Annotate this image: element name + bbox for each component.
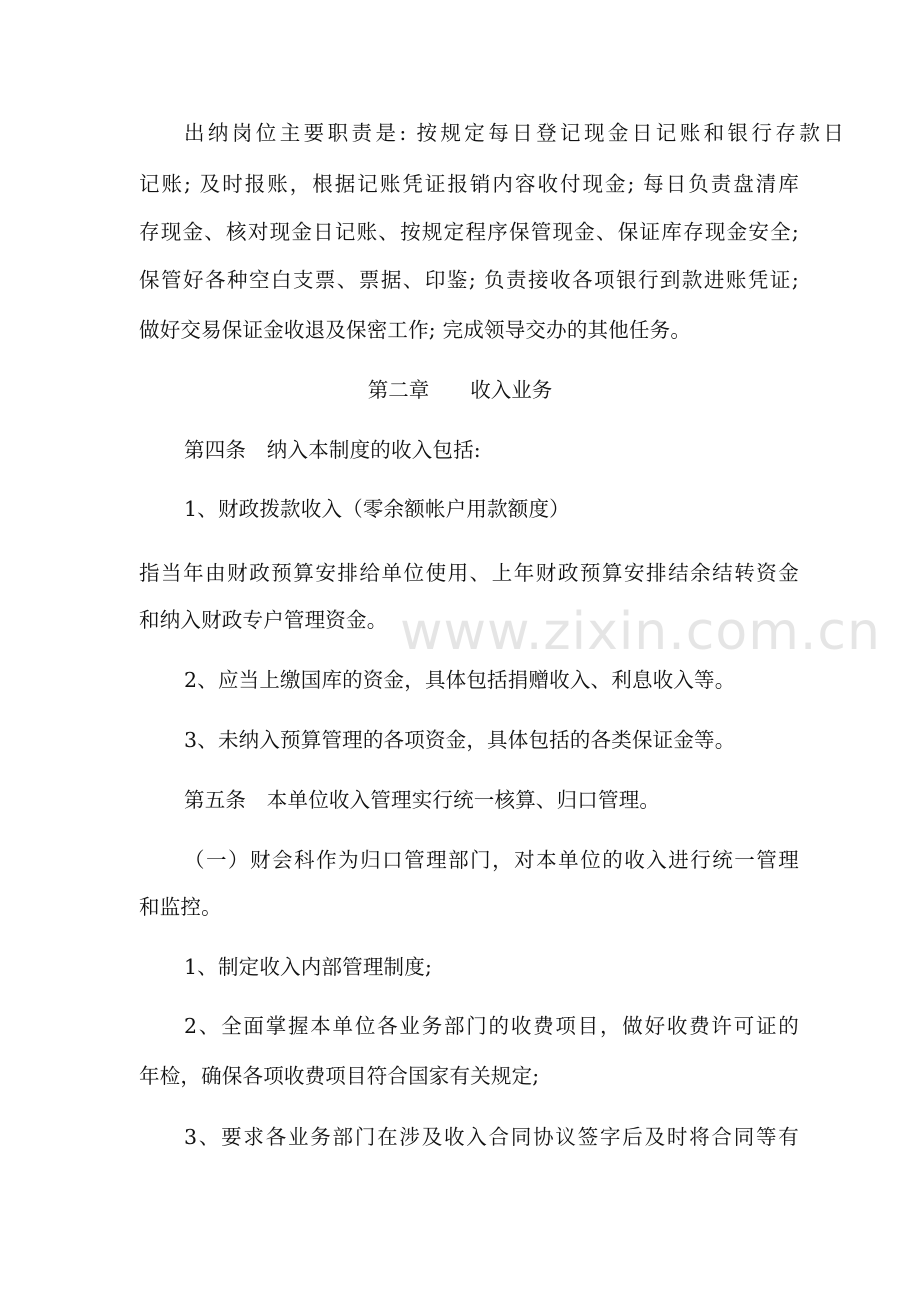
paragraph-line: 记账; 及时报账，根据记账凭证报销内容收付现金; 每日负责盘清库 [139,172,799,196]
list-item: 2、全面掌握本单位各业务部门的收费项目，做好收费许可证的 [184,1014,799,1038]
chapter-heading: 第二章 收入业务 [367,378,553,402]
list-item: 3、要求各业务部门在涉及收入合同协议签字后及时将合同等有 [184,1125,799,1149]
paragraph-line: 存现金、核对现金日记账、按规定程序保管现金、保证库存现金安全; [139,220,799,244]
watermark: www.zixin.com.cn [400,602,881,662]
list-item: 1、制定收入内部管理制度; [184,955,433,979]
article-title: 第四条 纳入本制度的收入包括: [184,438,481,462]
paragraph-line: 出纳岗位主要职责是: 按规定每日登记现金日记账和银行存款日 [184,121,844,145]
paragraph-line: 年检，确保各项收费项目符合国家有关规定; [139,1064,540,1088]
paragraph-line: 和纳入财政专户管理资金。 [139,608,388,632]
paragraph-line: 保管好各种空白支票、票据、印鉴; 负责接收各项银行到款进账凭证; [139,268,799,292]
paragraph-line: 和监控。 [139,895,222,919]
article-title: 第五条 本单位收入管理实行统一核算、归口管理。 [184,788,661,812]
paragraph-line: 指当年由财政预算安排给单位使用、上年财政预算安排结余结转资金 [139,561,799,585]
list-item: 3、未纳入预算管理的各项资金，具体包括的各类保证金等。 [184,728,736,752]
paragraph-line: （一）财会科作为归口管理部门，对本单位的收入进行统一管理 [184,848,799,872]
list-item: 1、财政拨款收入（零余额帐户用款额度） [184,497,570,521]
list-item: 2、应当上缴国库的资金，具体包括捐赠收入、利息收入等。 [184,668,736,692]
paragraph-line: 做好交易保证金收退及保密工作; 完成领导交办的其他任务。 [139,318,692,342]
